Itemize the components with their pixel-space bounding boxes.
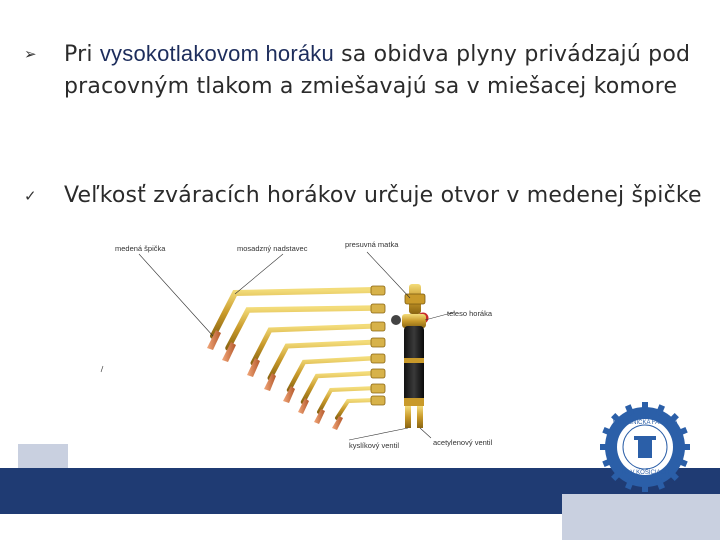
label-brass-tube: mosadzný nadstavec	[237, 244, 308, 253]
bullet-high-pressure-torch	[24, 38, 704, 103]
accent-square-bottom	[562, 494, 720, 540]
bullet-suffix: sa obidva plyny privádzajú pod pracovným tlakom a zmiešavajú sa v miešacej komore	[64, 42, 691, 99]
bullet-prefix: Pri	[64, 42, 100, 67]
bullet-torch-size	[24, 180, 704, 212]
nozzle-4	[264, 338, 385, 391]
label-torch-body: teleso horáka	[447, 309, 493, 318]
nozzle-8	[332, 396, 385, 430]
label-nut: presuvná matka	[345, 240, 399, 249]
torch-handle	[391, 284, 429, 428]
bullet-text	[24, 38, 704, 103]
arrow-bullet-icon: ➢	[24, 45, 37, 63]
bullet-text: Veľkosť zváracích horákov určuje otvor v medenej špičke	[64, 183, 702, 208]
torch-set-figure	[95, 238, 520, 460]
faculty-seal-logo	[600, 402, 690, 492]
check-bullet-icon: ✓	[24, 187, 37, 205]
label-oxygen-valve: kyslíkový ventil	[349, 441, 400, 450]
nozzle-5	[283, 354, 385, 403]
nozzle-2	[222, 304, 385, 362]
label-acetylene-valve: acetylenový ventil	[433, 438, 493, 447]
seal-text-bottom: TU V KOŠICIACH	[620, 470, 670, 476]
label-copper-tip: medená špička	[115, 244, 166, 253]
nozzle-3	[247, 322, 385, 377]
bullet-highlight: vysokotlakovom horáku	[99, 41, 334, 66]
seal-text-top: STROJNÍCKA FAKULTA	[612, 420, 678, 426]
